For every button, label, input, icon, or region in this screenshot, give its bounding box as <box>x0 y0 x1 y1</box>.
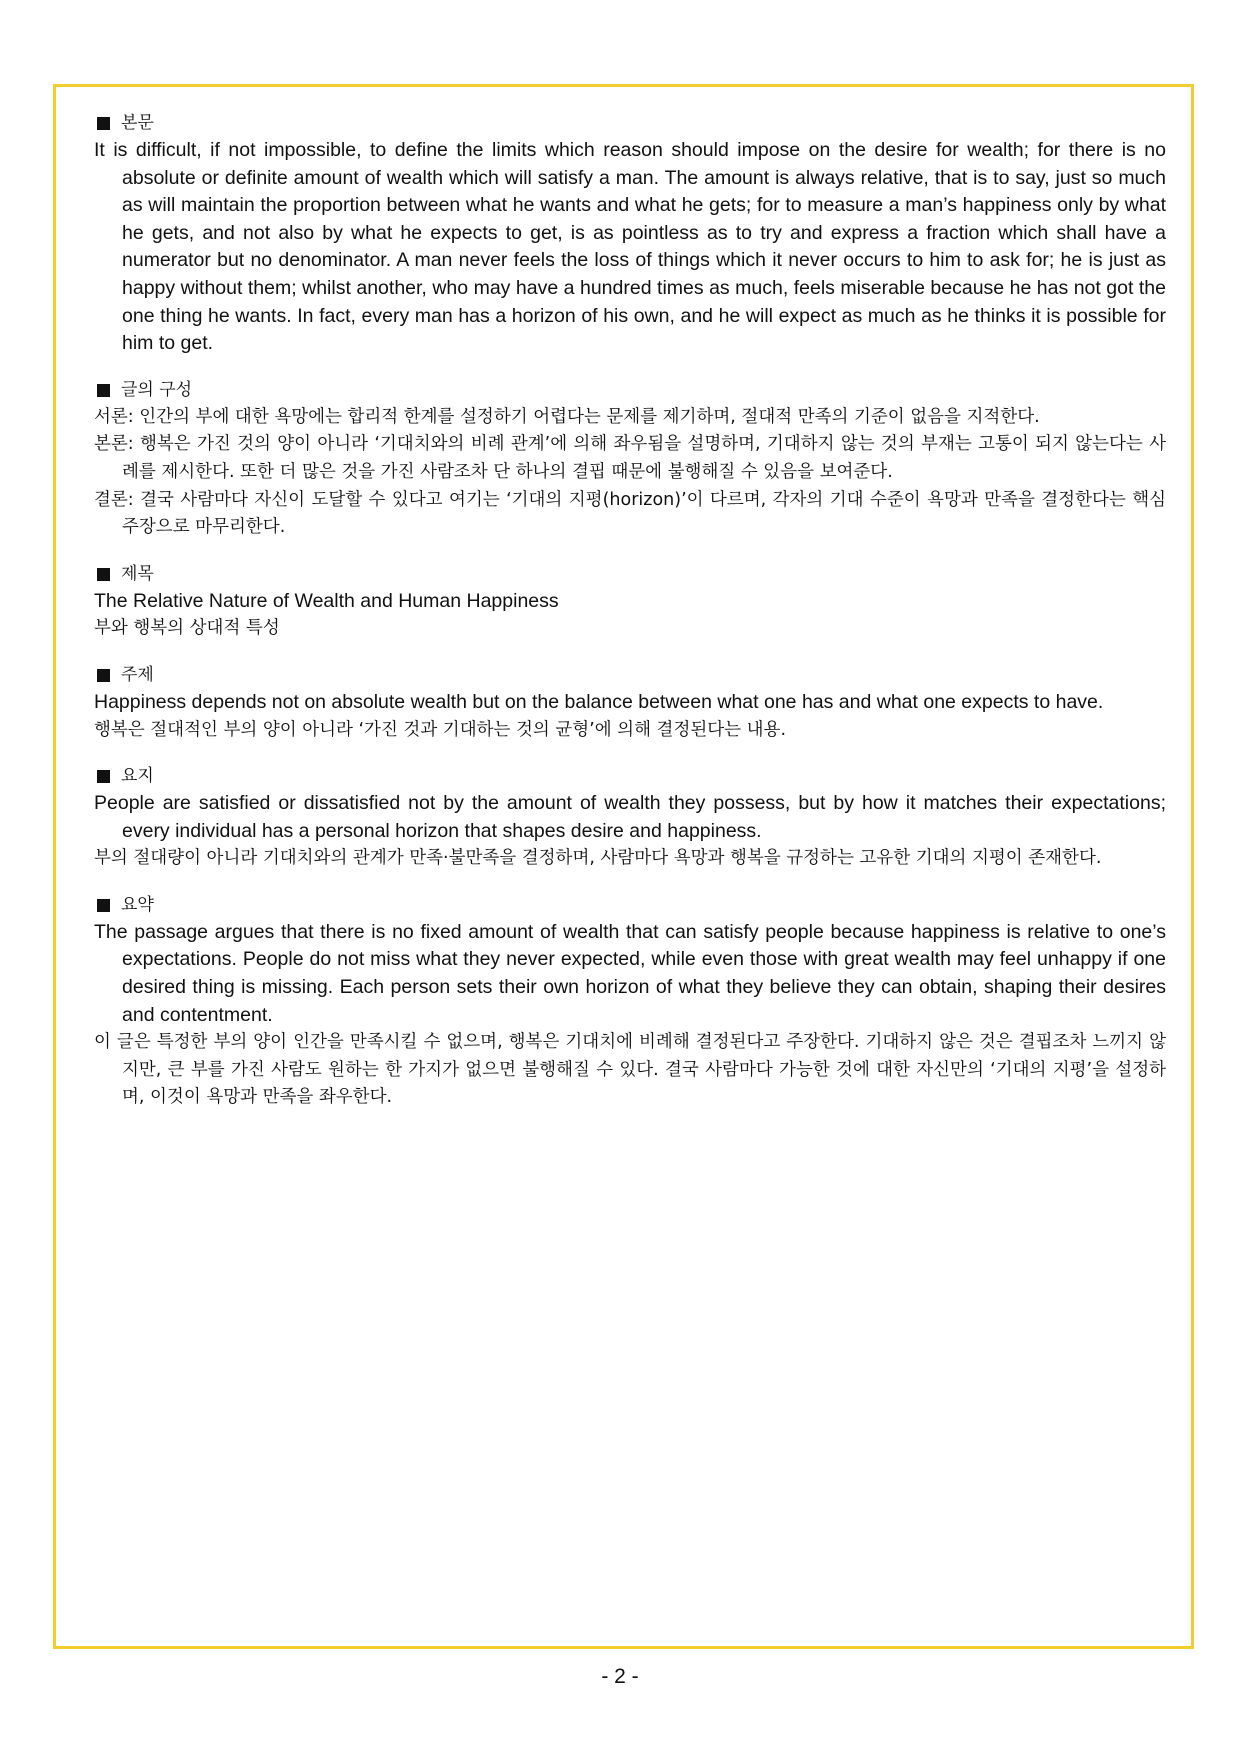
gist-korean: 부의 절대량이 아니라 기대치와의 관계가 만족·불만족을 결정하며, 사람마다 욕망과 행복을 규정하는 고유한 기대의 지평이 존재한다. <box>94 848 1102 869</box>
section-heading <box>94 892 1166 919</box>
black-square-bullet-icon <box>97 384 110 397</box>
section-heading <box>94 377 1166 404</box>
black-square-bullet-icon <box>97 117 110 130</box>
gist-english: People are satisfied or dissatisfied not by the amount of wealth they possess, but by how it matches their expectations; every individual has a personal horizon that shapes desire and happiness. <box>94 792 1166 842</box>
section-heading <box>94 110 1166 137</box>
section-heading <box>94 662 1166 689</box>
section-title: 요약 <box>121 894 154 915</box>
section-theme <box>94 662 1166 744</box>
theme-korean: 행복은 절대적인 부의 양이 아니라 ‘가진 것과 기대하는 것의 균형’에 의해 결정된다는 내용. <box>94 719 787 740</box>
black-square-bullet-icon <box>97 770 110 783</box>
title-english: The Relative Nature of Wealth and Human Happiness <box>94 589 559 612</box>
section-heading <box>94 763 1166 790</box>
body-paragraph: It is difficult, if not impossible, to define the limits which reason should impose on the desire for wealth; for there is no absolute or definite amount of wealth which will satisfy a man. The amount is always relative, that is to say, just so much as will maintain the proportion between what he wants and what he gets; for to measure a man’s happiness only by what he gets, and not also by what he expects to get, is as pointless as to try and express a fraction which shall have a numerator but no denominator. A man never feels the loss of things which it never occurs to him to ask for; he is just as happy without them; whilst another, who may have a hundred times as much, feels miserable because he has not got the one thing he wants. In fact, every man has a horizon of his own, and he will expect as much as he thinks it is possible for him to get. <box>94 139 1166 355</box>
section-title: 본문 <box>121 113 154 133</box>
section-body <box>94 110 1166 358</box>
section-title: 주제 <box>121 664 154 685</box>
section-title: 요지 <box>121 766 154 787</box>
theme-english: Happiness depends not on absolute wealth but on the balance between what one has and what one expects to have. <box>94 690 1104 713</box>
section-title: 제목 <box>121 563 154 584</box>
section-title: 글의 구성 <box>121 379 193 400</box>
summary-korean: 이 글은 특정한 부의 양이 인간을 만족시킬 수 없으며, 행복은 기대치에 비례해 결정된다고 주장한다. 기대하지 않은 것은 결핍조차 느끼지 않지만, 큰 부를 가진 사람도 원하는 한 가지가 없으면 불행해질 수 있다. 결국 사람마다 가능한 것에 대한 자신만의 ‘기대의 지평’을 설정하며, 이것이 욕망과 만족을 좌우한다. <box>94 1032 1166 1108</box>
section-structure <box>94 377 1166 542</box>
page-number: - 2 - <box>601 1665 639 1688</box>
document-content <box>94 110 1166 1131</box>
summary-english: The passage argues that there is no fixed amount of wealth that can satisfy people because happiness is relative to one’s expectations. People do not miss what they never expected, while even those with great wealth may feel unhappy if one desired thing is missing. Each person sets their own horizon of what they believe they can obtain, shaping their desires and contentment. <box>94 920 1166 1026</box>
title-korean: 부와 행복의 상대적 특성 <box>94 618 280 639</box>
structure-intro-line: 서론: 인간의 부에 대한 욕망에는 합리적 한계를 설정하기 어렵다는 문제를 제기하며, 절대적 만족의 기준이 없음을 지적한다. <box>94 406 1040 427</box>
section-title-block <box>94 561 1166 643</box>
black-square-bullet-icon <box>97 568 110 581</box>
black-square-bullet-icon <box>97 669 110 682</box>
black-square-bullet-icon <box>97 899 110 912</box>
structure-main-line: 본론: 행복은 가진 것의 양이 아니라 ‘기대치와의 비례 관계’에 의해 좌우됨을 설명하며, 기대하지 않는 것의 부재는 고통이 되지 않는다는 사례를 제시한다. 또한 더 많은 것을 가진 사람조차 단 하나의 결핍 때문에 불행해질 수 있음을 보여준다. <box>94 434 1166 482</box>
section-summary <box>94 892 1166 1112</box>
section-heading <box>94 561 1166 588</box>
section-gist <box>94 763 1166 873</box>
structure-conclusion-line: 결론: 결국 사람마다 자신이 도달할 수 있다고 여기는 ‘기대의 지평(horizon)’이 다르며, 각자의 기대 수준이 욕망과 만족을 결정한다는 핵심 주장으로 마무리한다. <box>94 489 1166 538</box>
